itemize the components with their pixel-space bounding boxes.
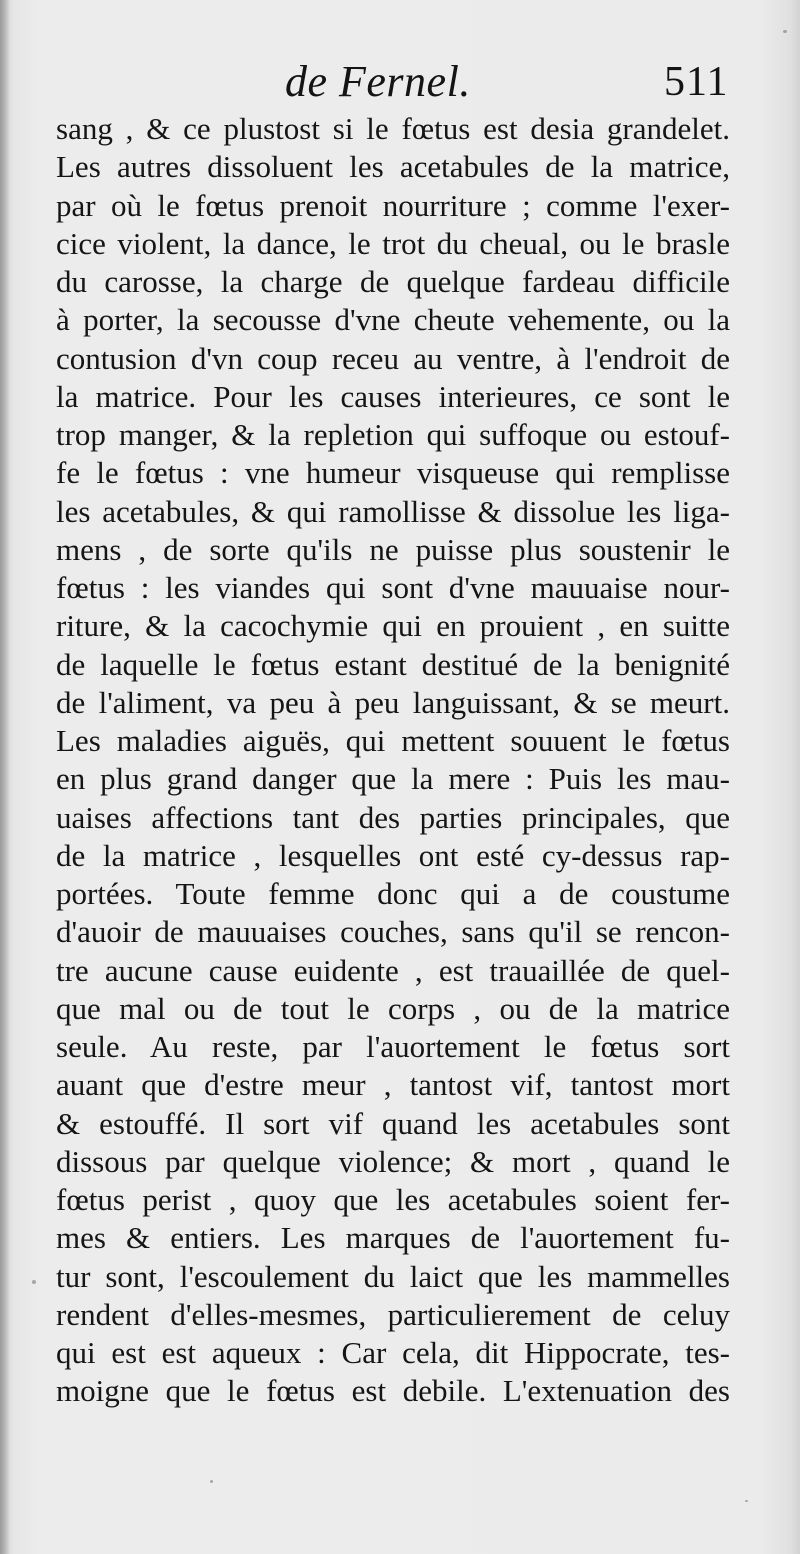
text-line-1: sang , & ce plustost si le fœtus est desia grandelet.	[56, 111, 730, 146]
text-line-34: moigne que le fœtus est debile. L'extenuation des	[56, 1373, 730, 1409]
text-line-20: de la matrice , lesquelles ont esté cy-dessus rap-	[56, 837, 730, 873]
text-line-18: en plus grand danger que la mere : Puis les mau-	[56, 761, 730, 797]
text-line-6: à porter, la secousse d'vne cheute vehemente, ou la	[56, 302, 730, 338]
text-line-12: mens , de sorte qu'ils ne puisse plus soustenir le	[56, 531, 730, 567]
text-line-31: tur sont, l'escoulement du laict que les mammelles	[56, 1258, 730, 1294]
text-line-33: qui est est aqueux : Car cela, dit Hippocrate, tes-	[56, 1335, 730, 1370]
text-line-10: fe le fœtus : vne humeur visqueuse qui remplisse	[56, 455, 730, 491]
text-line-30: mes & entiers. Les marques de l'auortement fu-	[56, 1220, 730, 1256]
paper-speck	[783, 30, 787, 33]
text-line-14: riture, & la cacochymie qui en prouient , en suitte	[56, 608, 730, 644]
text-line-17: Les maladies aiguës, qui mettent souuent le fœtus	[56, 723, 730, 758]
text-line-8: la matrice. Pour les causes interieures, ce sont le	[56, 378, 730, 414]
page-header	[0, 52, 800, 112]
text-line-2: Les autres dissoluent les acetabules de la matrice,	[56, 149, 730, 185]
text-line-4: cice violent, la dance, le trot du cheual, ou le brasle	[56, 225, 730, 261]
text-line-28: dissous par quelque violence; & mort , quand le	[56, 1143, 730, 1179]
text-line-26: auant que d'estre meur , tantost vif, tantost mort	[56, 1067, 730, 1103]
text-line-23: tre aucune cause euidente , est trauaillée de quel-	[56, 952, 730, 988]
text-line-5: du carosse, la charge de quelque fardeau difficile	[56, 264, 730, 299]
text-line-7: contusion d'vn coup receu au ventre, à l'endroit de	[56, 340, 730, 376]
text-line-15: de laquelle le fœtus estant destitué de la benignité	[56, 646, 730, 682]
text-line-13: fœtus : les viandes qui sont d'vne mauuaise nour-	[56, 570, 730, 605]
text-line-19: uaises affections tant des parties principales, que	[56, 799, 730, 835]
text-line-3: par où le fœtus prenoit nourriture ; comme l'exer-	[56, 187, 730, 223]
text-line-16: de l'aliment, va peu à peu languissant, & se meurt.	[56, 684, 730, 720]
paper-speck	[745, 1500, 748, 1502]
gutter-shadow	[0, 0, 10, 1554]
text-line-11: les acetabules, & qui ramollisse & dissolue les liga-	[56, 493, 730, 529]
text-line-9: trop manger, & la repletion qui suffoque ou estouf-	[56, 417, 730, 452]
text-line-22: d'auoir de mauuaises couches, sans qu'il se rencon-	[56, 914, 730, 950]
text-line-32: rendent d'elles-mesmes, particulierement de celuy	[56, 1296, 730, 1332]
page-number: 511	[664, 59, 729, 105]
text-line-21: portées. Toute femme donc qui a de coustume	[56, 876, 730, 911]
running-title: de Fernel.	[285, 57, 471, 106]
text-line-24: que mal ou de tout le corps , ou de la matrice	[56, 990, 730, 1026]
paper-speck	[32, 1280, 36, 1284]
text-line-25: seule. Au reste, par l'auortement le fœtus sort	[56, 1029, 730, 1064]
text-line-29: fœtus perist , quoy que les acetabules soient fer-	[56, 1182, 730, 1217]
body-text	[56, 110, 730, 1411]
paper-speck	[210, 1480, 213, 1483]
text-line-27: & estouffé. Il sort vif quand les acetabules sont	[56, 1105, 730, 1141]
